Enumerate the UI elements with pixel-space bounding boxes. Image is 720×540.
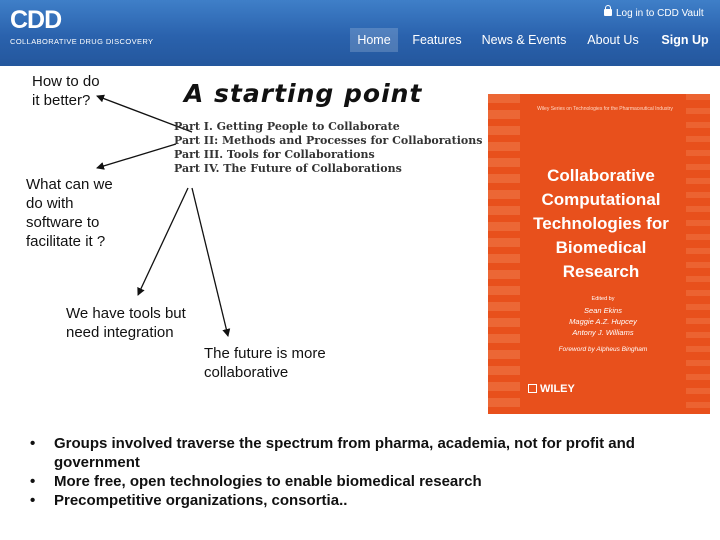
bullet-text: More free, open technologies to enable biomedical research (54, 473, 482, 490)
bullet-item (30, 434, 720, 472)
book-parts-list (174, 120, 482, 176)
note-line: We have tools but (66, 305, 186, 322)
nav-home[interactable]: Home (350, 28, 398, 52)
nav-news-events[interactable]: News & Events (481, 33, 567, 47)
note-software (26, 175, 113, 251)
nav-sign-up[interactable]: Sign Up (661, 33, 709, 47)
book-title-line: Biomedical (555, 238, 647, 257)
note-line: The future is more (204, 345, 326, 362)
note-line: it better? (32, 92, 91, 109)
logo-mark: CDD (10, 6, 62, 34)
bullet-text: Precompetitive organizations, consortia.. (54, 492, 348, 509)
note-future (204, 344, 326, 382)
book-title (518, 164, 684, 284)
bullet-glyph: • (30, 473, 36, 490)
slide-title: A starting point (184, 79, 423, 108)
note-line: collaborative (204, 364, 289, 381)
vault-login-label: Log in to CDD Vault (616, 8, 704, 19)
bullet-text: Groups involved traverse the spectrum from pharma, academia, not for profit and government (54, 435, 635, 471)
note-line: How to do (32, 73, 100, 90)
editor-name: Antony J. Williams (572, 328, 634, 337)
bullet-glyph: • (30, 492, 36, 509)
arrow-to-software-note (97, 144, 176, 168)
note-how-to-do-better (32, 72, 100, 110)
edited-by-label: Edited by (591, 296, 615, 302)
book-editors (528, 294, 678, 338)
nav-features[interactable]: Features (412, 33, 462, 47)
part-item: Part II: Methods and Processes for Collaborations (174, 134, 483, 147)
book-title-line: Technologies for (533, 214, 669, 233)
note-tools-integration (66, 304, 186, 342)
part-item: Part IV. The Future of Collaborations (174, 162, 402, 175)
book-title-line: Research (562, 262, 640, 281)
bullet-glyph: • (30, 435, 36, 452)
wiley-mark-icon (528, 384, 537, 393)
bullet-item (30, 491, 720, 510)
note-line: facilitate it ? (26, 233, 106, 250)
book-cover (488, 94, 710, 414)
bullet-item (30, 472, 720, 491)
publisher-name: WILEY (540, 383, 575, 395)
part-item: Part I. Getting People to Collaborate (174, 120, 400, 133)
cover-pattern (686, 94, 710, 414)
logo-tagline: COLLABORATIVE DRUG DISCOVERY (10, 37, 154, 46)
bullet-list (30, 434, 720, 510)
part-item: Part III. Tools for Collaborations (174, 148, 375, 161)
editor-name: Maggie A.Z. Hupcey (569, 317, 637, 326)
book-title-line: Computational (541, 190, 661, 209)
note-line: software to (26, 214, 100, 231)
nav-about-us[interactable]: About Us (587, 33, 639, 47)
note-line: do with (26, 195, 74, 212)
note-line: What can we (26, 176, 113, 193)
publisher-logo (528, 383, 575, 395)
arrow-to-future-note (192, 188, 228, 336)
cover-pattern (488, 94, 520, 414)
book-foreword: Foreword by Alpheus Bingham (558, 346, 648, 353)
arrow-to-tools-note (138, 188, 188, 295)
editor-name: Sean Ekins (584, 306, 622, 315)
note-line: need integration (66, 324, 174, 341)
book-title-line: Collaborative (547, 166, 655, 185)
book-series: Wiley Series on Technologies for the Pharmaceutical Industry (537, 106, 673, 112)
